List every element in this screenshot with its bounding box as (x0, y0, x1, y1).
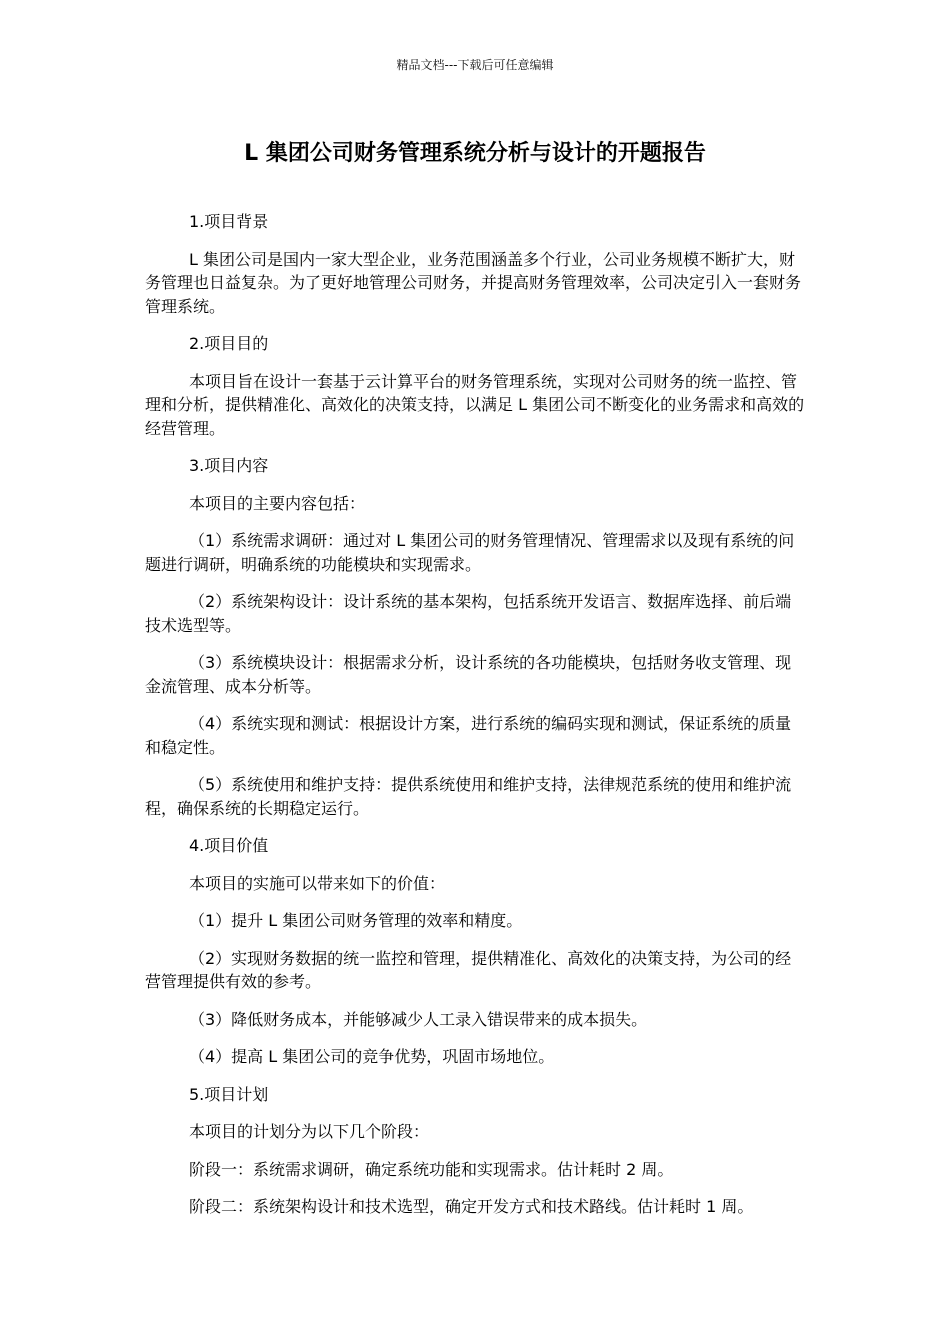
paragraph-value-intro: 本项目的实施可以带来如下的价值： (189, 873, 446, 893)
section-heading-plan: 5.项目计划 (189, 1084, 269, 1104)
content-item-2: （2）系统架构设计：设计系统的基本架构，包括系统开发语言、数据库选择、前后端技术选型等。 (145, 592, 792, 635)
plan-stage-1: 阶段一：系统需求调研，确定系统功能和实现需求。估计耗时 2 周。 (189, 1159, 674, 1179)
document-title: L 集团公司财务管理系统分析与设计的开题报告 (244, 141, 706, 166)
paragraph-content-intro: 本项目的主要内容包括： (189, 493, 366, 513)
value-item-2: （2）实现财务数据的统一监控和管理，提供精准化、高效化的决策支持，为公司的经营管理提供有效的参考。 (145, 948, 792, 991)
plan-stage-2: 阶段二：系统架构设计和技术选型，确定开发方式和技术路线。估计耗时 1 周。 (189, 1197, 754, 1216)
document-body (145, 210, 805, 1233)
section-heading-value: 4.项目价值 (189, 836, 269, 855)
paragraph-plan-intro: 本项目的计划分为以下几个阶段： (189, 1122, 430, 1141)
content-item-5: （5）系统使用和维护支持：提供系统使用和维护支持，法律规范系统的使用和维护流程，确保系统的长期稳定运行。 (145, 775, 792, 818)
content-item-1: （1）系统需求调研：通过对 L 集团公司的财务管理情况、管理需求以及现有系统的问题进行调研，明确系统的功能模块和实现需求。 (145, 531, 795, 574)
value-item-3: （3）降低财务成本，并能够减少人工录入错误带来的成本损失。 (189, 1009, 648, 1029)
value-item-1: （1）提升 L 集团公司财务管理的效率和精度。 (189, 911, 523, 930)
header-note: 精品文档---下载后可任意编辑 (396, 58, 554, 72)
section-heading-purpose: 2.项目目的 (189, 334, 269, 353)
paragraph-background: L 集团公司是国内一家大型企业，业务范围涵盖多个行业，公司业务规模不断扩大，财务管理也日益复杂。为了更好地管理公司财务，并提高财务管理效率，公司决定引入一套财务管理系统。 (145, 249, 802, 316)
content-item-4: （4）系统实现和测试：根据设计方案，进行系统的编码实现和测试，保证系统的质量和稳定性。 (145, 714, 792, 757)
value-item-4: （4）提高 L 集团公司的竞争优势，巩固市场地位。 (189, 1047, 555, 1066)
section-heading-content: 3.项目内容 (189, 456, 269, 475)
paragraph-purpose: 本项目旨在设计一套基于云计算平台的财务管理系统，实现对公司财务的统一监控、管理和分析，提供精准化、高效化的决策支持，以满足 L 集团公司不断变化的业务需求和高效的经营管理。 (145, 371, 805, 438)
section-heading-background: 1.项目背景 (189, 212, 269, 231)
content-item-3: （3）系统模块设计：根据需求分析，设计系统的各功能模块，包括财务收支管理、现金流管理、成本分析等。 (145, 653, 792, 696)
